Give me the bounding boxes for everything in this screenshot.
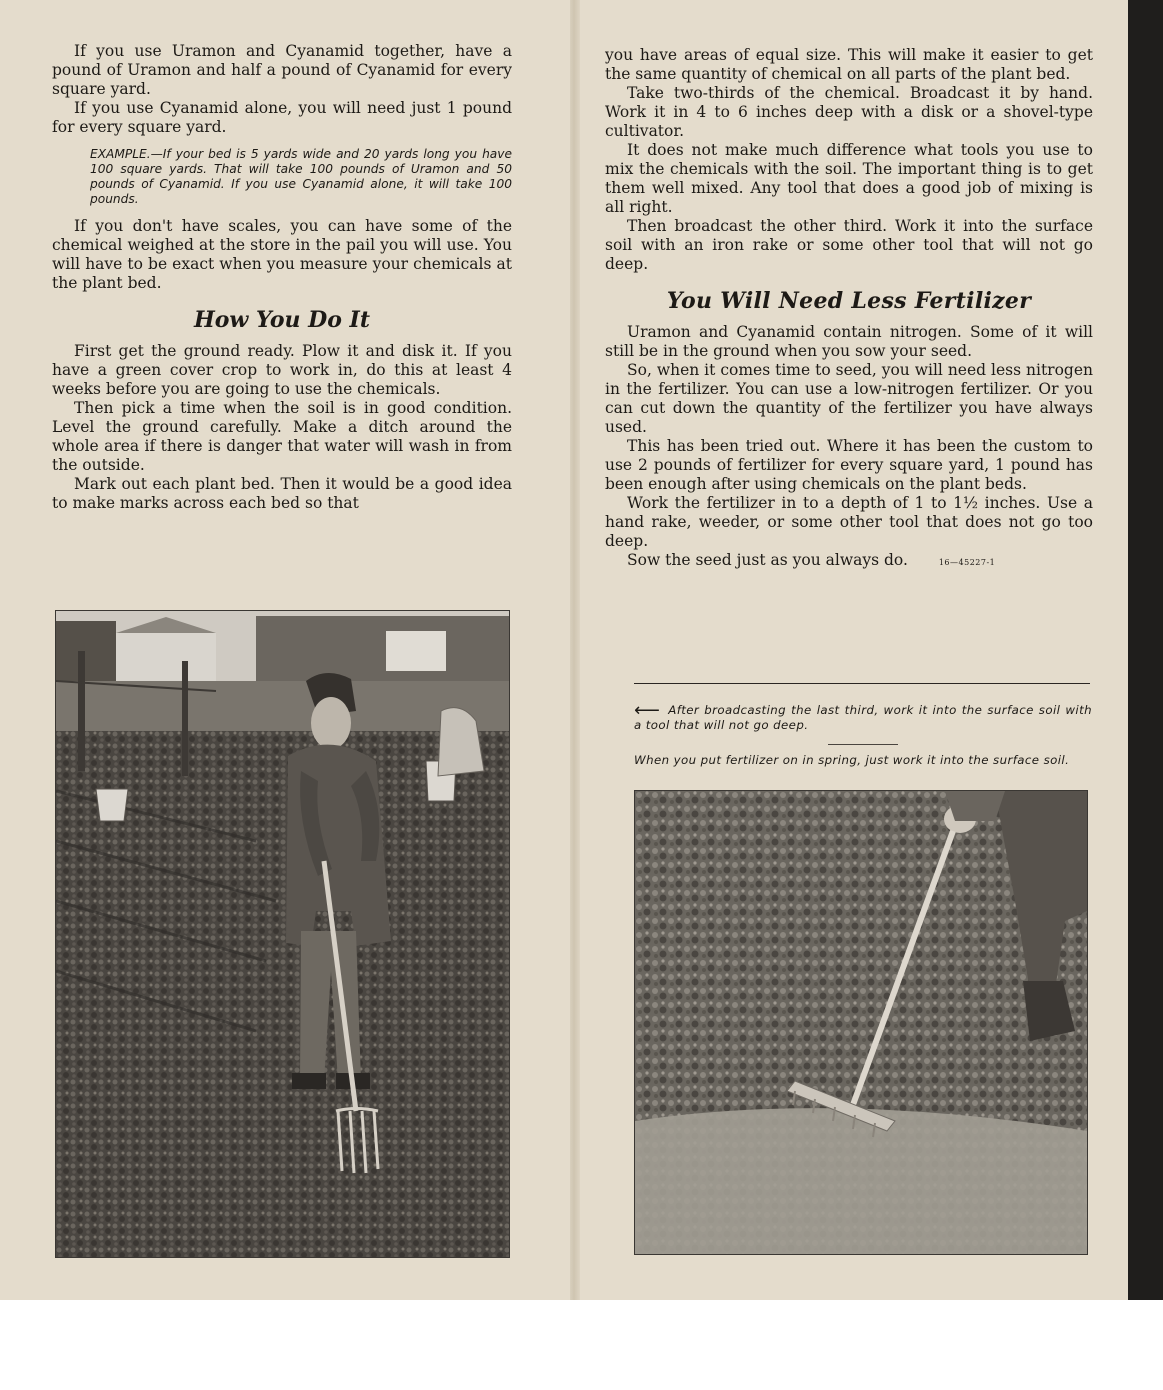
document-code: 16—45227-1 xyxy=(938,558,996,567)
paragraph: Take two-thirds of the chemical. Broadcast it by hand. Work it in 4 to 6 inches deep with a disk or a shovel-type cultivator. xyxy=(605,84,1093,140)
caption-photo-right: When you put fertilizer on in spring, just work it into the surface soil. xyxy=(634,753,1070,767)
divider xyxy=(634,683,1090,684)
page-fold xyxy=(570,0,580,1300)
paragraph: If you use Cyanamid alone, you will need just 1 pound for every square yard. xyxy=(52,99,512,136)
caption-photo-left xyxy=(634,700,1092,733)
paragraph: you have areas of equal size. This will make it easier to get the same quantity of chemical on all parts of the plant bed. xyxy=(605,46,1093,83)
farmer-with-pitchfork-photo xyxy=(55,610,510,1258)
paragraph: Then pick a time when the soil is in good condition. Level the ground carefully. Make a ditch around the whole area if there is danger that water will wash in from the outside. xyxy=(52,399,512,474)
section-heading: How You Do It xyxy=(193,307,371,333)
example-note: EXAMPLE.—If your bed is 5 yards wide and 20 yards long you have 100 square yards. That will take 100 pounds of Uramon and 50 pounds of Cyanamid. If you use Cyanamid alone, it will take 100 pounds. xyxy=(90,147,512,206)
paragraph: This has been tried out. Where it has been the custom to use 2 pounds of fertilizer for every square yard, 1 pound has been enough after using chemicals on the plant beds. xyxy=(605,437,1093,493)
left-column xyxy=(52,42,512,513)
paragraph: Mark out each plant bed. Then it would be a good idea to make marks across each bed so that xyxy=(52,475,512,512)
paragraph: Work the fertilizer in to a depth of 1 to 1½ inches. Use a hand rake, weeder, or some other tool that does not go too deep. xyxy=(605,494,1093,550)
page-edge-shadow xyxy=(1128,0,1163,1300)
paragraph: First get the ground ready. Plow it and disk it. If you have a green cover crop to work in, do this at least 4 weeks before you are going to use the chemicals. xyxy=(52,342,512,398)
paragraph: So, when it comes time to seed, you will need less nitrogen in the fertilizer. You can use a low-nitrogen fertilizer. Or you can cut down the quantity of the fertilizer you have always used. xyxy=(605,361,1093,436)
paragraph: Uramon and Cyanamid contain nitrogen. Some of it will still be in the ground when you sow your seed. xyxy=(605,323,1093,360)
section-heading: You Will Need Less Fertilizer xyxy=(666,288,1032,314)
paragraph: It does not make much difference what tools you use to mix the chemicals with the soil. The important thing is to get them well mixed. Any tool that does a good job of mixing is all right. xyxy=(605,141,1093,216)
paragraph-text: Sow the seed just as you always do. xyxy=(627,551,908,569)
divider xyxy=(828,744,898,745)
left-arrow-icon: ⟵ xyxy=(634,700,661,721)
paragraph: Then broadcast the other third. Work it into the surface soil with an iron rake or some other tool that will not go deep. xyxy=(605,217,1093,273)
paragraph xyxy=(605,551,1093,572)
rake-on-soil-photo xyxy=(634,790,1088,1255)
bottom-margin xyxy=(0,1300,1163,1390)
paragraph: If you don't have scales, you can have some of the chemical weighed at the store in the pail you will use. You will have to be exact when you measure your chemicals at the plant bed. xyxy=(52,217,512,292)
caption-text: After broadcasting the last third, work it into the surface soil with a tool that will not go deep. xyxy=(634,703,1092,732)
right-column xyxy=(605,46,1093,572)
paragraph: If you use Uramon and Cyanamid together, have a pound of Uramon and half a pound of Cyanamid for every square yard. xyxy=(52,42,512,98)
